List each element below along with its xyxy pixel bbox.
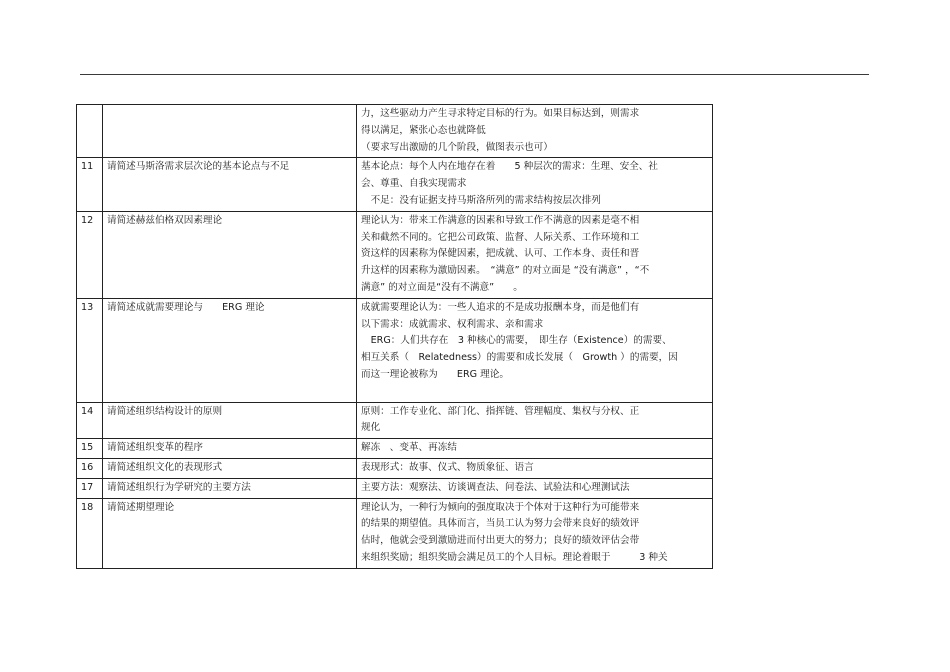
question-text: 请简述马斯洛需求层次论的基本论点与不足 <box>103 158 357 211</box>
question-text: 请简述组织变革的程序 <box>103 439 357 459</box>
answer-line: 的结果的期望值。具体而言，当员工认为努力会带来良好的绩效评 <box>361 518 640 530</box>
answer-line: 以下需求：成就需求、权利需求、亲和需求 <box>361 318 544 330</box>
question-number: 12 <box>77 211 103 298</box>
answer-line: 关和截然不同的。它把公司政策、监督、人际关系、工作环境和工 <box>361 231 640 243</box>
question-number: 11 <box>77 158 103 211</box>
table-row <box>77 478 713 498</box>
answer-text <box>357 211 713 298</box>
answer-text <box>357 158 713 211</box>
answer-line: 力，这些驱动力产生寻求特定目标的行为。如果目标达到，则需求 <box>361 108 640 119</box>
table-row <box>77 402 713 439</box>
answer-line: 基本论点：每个人内在地存在着 5 种层次的需求：生理、安全、社 <box>361 161 658 173</box>
answer-line: 规化 <box>361 422 381 434</box>
answer-line: 升这样的因素称为激励因素。 “满意” 的对立面是 “没有满意” ，“不 <box>361 265 650 277</box>
answer-text <box>357 439 713 459</box>
answer-line <box>361 384 708 401</box>
question-text: 请简述组织文化的表现形式 <box>103 458 357 478</box>
answer-line: 而这一理论被称为 ERG 理论。 <box>361 368 509 380</box>
answer-line: 主要方法：观察法、访谈调查法、问卷法、试验法和心理测试法 <box>361 481 630 493</box>
answer-text <box>357 298 713 402</box>
answer-line: ERG：人们共存在 3 种核心的需要， 即生存（Existence）的需要、 <box>361 335 672 347</box>
answer-text <box>357 458 713 478</box>
answer-line: 来组织奖励；组织奖励会满足员工的个人目标。理论着眼于 3 种关 <box>361 551 668 563</box>
question-number: 15 <box>77 439 103 459</box>
question-text: 请简述期望理论 <box>103 498 357 568</box>
question-text: 请简述成就需要理论与 ERG 理论 <box>103 298 357 402</box>
answer-line: 满意” 的对立面是“没有不满意” 。 <box>361 281 523 293</box>
answer-line: 估时，他就会受到激励进而付出更大的努力；良好的绩效评估会带 <box>361 535 640 547</box>
table-row <box>77 211 713 298</box>
answer-line: 理论认为：带来工作满意的因素和导致工作不满意的因素是毫不相 <box>361 214 640 226</box>
question-text: 请简述赫兹伯格双因素理论 <box>103 211 357 298</box>
table-row <box>77 105 713 158</box>
answer-line: 不足：没有证据支持马斯洛所列的需求结构按层次排列 <box>361 194 601 206</box>
table-row <box>77 458 713 478</box>
answer-line: 会、尊重、自我实现需求 <box>361 178 467 190</box>
table-row <box>77 498 713 568</box>
answer-line: 原则：工作专业化、部门化、指挥链、管理幅度、集权与分权、正 <box>361 405 640 417</box>
question-text: 请简述组织行为学研究的主要方法 <box>103 478 357 498</box>
answer-line: 得以满足，紧张心态也就降低 <box>361 124 486 136</box>
question-text: 请简述组织结构设计的原则 <box>103 402 357 439</box>
question-number: 13 <box>77 298 103 402</box>
question-number: 16 <box>77 458 103 478</box>
answer-text <box>357 498 713 568</box>
answer-line: 相互关系（ Relatedness）的需要和成长发展（ Growth ）的需要，因 <box>361 352 678 364</box>
qa-table <box>76 104 713 569</box>
answer-line: 成就需要理论认为：一些人追求的不是成功报酬本身，而是他们有 <box>361 301 640 313</box>
question-number: 17 <box>77 478 103 498</box>
answer-line: 解冻 、变革、再冻结 <box>361 442 457 454</box>
question-number <box>77 105 103 158</box>
answer-text <box>357 402 713 439</box>
table-row <box>77 298 713 402</box>
answer-text <box>357 105 713 158</box>
answer-line: 理论认为，一种行为倾向的强度取决于个体对于这种行为可能带来 <box>361 501 640 513</box>
question-number: 18 <box>77 498 103 568</box>
table-row <box>77 158 713 211</box>
qa-table-body <box>77 105 713 569</box>
header-rule <box>80 74 869 75</box>
answer-line: 表现形式：故事、仪式、物质象征、语言 <box>361 461 534 473</box>
answer-line: （要求写出激励的几个阶段，做图表示也可） <box>361 141 553 153</box>
table-row <box>77 439 713 459</box>
question-number: 14 <box>77 402 103 439</box>
answer-text <box>357 478 713 498</box>
question-text <box>103 105 357 158</box>
answer-line: 资这样的因素称为保健因素，把成就、认可、工作本身、责任和晋 <box>361 248 640 260</box>
